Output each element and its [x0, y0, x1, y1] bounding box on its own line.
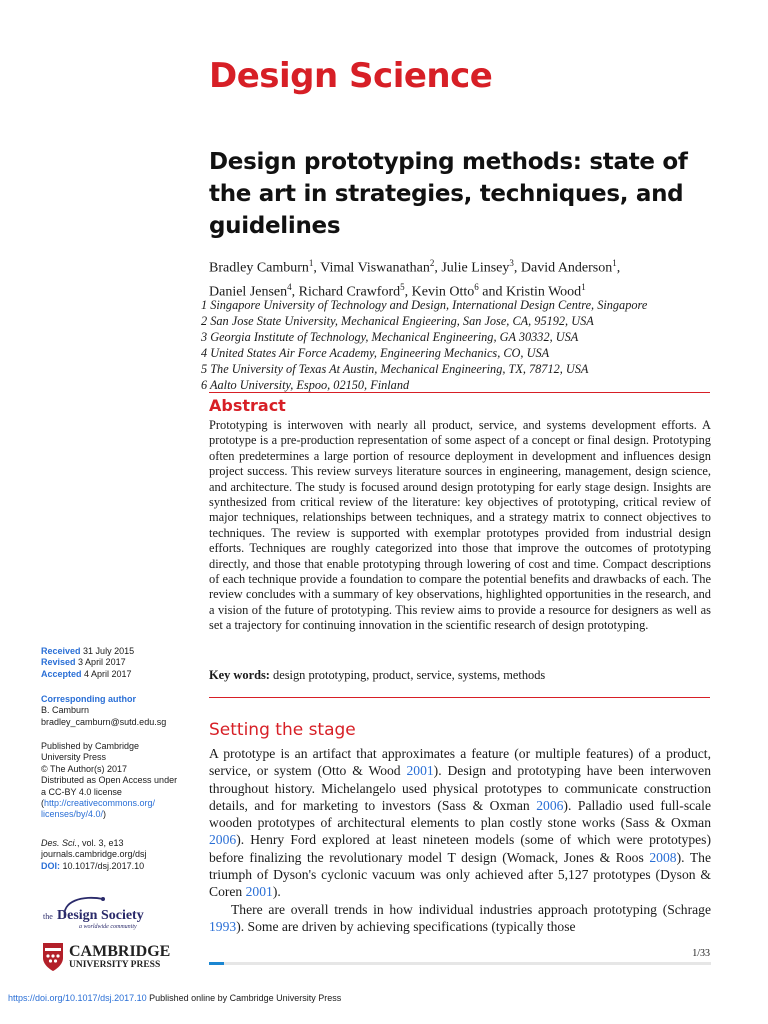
cambridge-logo[interactable]	[41, 940, 201, 974]
footer-doi-link[interactable]: https://doi.org/10.1017/dsj.2017.10	[8, 993, 147, 1003]
license-link[interactable]: http://creativecommons.org/	[44, 798, 156, 809]
revised-label: Revised	[41, 657, 76, 668]
citation-info	[41, 838, 191, 872]
publication-info	[41, 741, 191, 821]
cambridge-shield-icon	[43, 943, 63, 971]
author-name: Kevin Otto	[411, 284, 475, 300]
footer	[8, 993, 341, 1003]
corresponding-name: B. Camburn	[41, 705, 90, 716]
keywords-value: design prototyping, product, service, systems, methods	[273, 668, 546, 682]
citation-link[interactable]: 2008	[649, 849, 677, 865]
publisher-line-2: University Press	[41, 752, 107, 763]
author-affiliation-marker: 3	[509, 258, 514, 268]
author-affiliation-marker: 5	[400, 281, 405, 292]
doi-label: DOI:	[41, 860, 60, 871]
accepted-label: Accepted	[41, 668, 82, 679]
copyright: © The Author(s) 2017	[41, 763, 128, 774]
keywords-label: Key words:	[209, 668, 270, 682]
open-access-line-2: a CC-BY 4.0 license	[41, 786, 122, 797]
affiliation-item: 1 Singapore University of Technology and Design, International Design Centre, Singapore	[201, 298, 648, 312]
footer-text: Published online by Cambridge University Press	[146, 993, 342, 1003]
received-date: 31 July 2015	[83, 646, 135, 656]
revised-date: 3 April 2017	[78, 657, 126, 668]
author-name: David Anderson	[520, 260, 613, 276]
affiliation-item: 3 Georgia Institute of Technology, Mechanical Engineering, GA 30332, USA	[201, 330, 579, 344]
body-text	[209, 745, 711, 935]
author-line-1: Bradley Camburn$^1$, Vimal Viswanathan$^2$, Julie Linsey$^3$, David Anderson$^1$,	[209, 258, 621, 276]
journal-name: Design Science	[209, 56, 493, 96]
logo-name: Design Society	[57, 908, 144, 923]
author-name: Richard Crawford	[298, 284, 401, 300]
paragraph-text: There are overall trends in how individual industries approach prototyping (Schrage	[231, 901, 711, 917]
citation-link[interactable]: 1993	[209, 918, 237, 934]
divider-bottom	[209, 697, 710, 698]
accepted-date: 4 April 2017	[84, 668, 132, 679]
paragraph-text: ). Some are driven by achieving specifications (typically those	[236, 918, 576, 934]
author-affiliation-marker: 4	[287, 281, 292, 292]
affiliation-list	[201, 297, 721, 393]
citation-link[interactable]: 2006	[536, 797, 564, 813]
author-affiliation-marker: 2	[429, 258, 435, 268]
article-dates	[41, 646, 191, 680]
affiliation-item: 5 The University of Texas At Austin, Mechanical Engineering, TX, 78712, USA	[201, 362, 589, 376]
citation-link[interactable]: 2006	[209, 832, 237, 848]
corresponding-label: Corresponding author	[41, 694, 136, 704]
design-society-logo[interactable]	[41, 893, 201, 933]
page-number: 1/33	[692, 948, 710, 959]
author-name: Daniel Jensen	[209, 284, 288, 300]
received-label: Received	[41, 646, 81, 656]
citation-journal: Des. Sci.	[41, 838, 78, 848]
divider-top	[209, 392, 710, 393]
license-paren-open: (	[41, 798, 44, 809]
logo-the: the	[43, 912, 53, 921]
corresponding-email[interactable]: bradley_camburn@sutd.edu.sg	[41, 716, 167, 727]
author-affiliation-marker: 6	[474, 281, 479, 292]
journal-url[interactable]: journals.cambridge.org/dsj	[41, 849, 147, 860]
paragraph-text: ). Design and prototyping have been interwoven throughout history. Michelangelo used physical prototypes to communicate construction details, and for marketing to investors (Sass & Oxman	[209, 763, 711, 813]
affiliation-item: 6 Aalto University, Espoo, 02150, Finland	[201, 378, 410, 392]
paragraph-text: A prototype is an artifact that approximates a feature (or multiple features) of a product, service, or system (Otto & Wood	[209, 746, 711, 779]
citation-link[interactable]: 2001	[406, 763, 434, 779]
cambridge-name: CAMBRIDGE	[69, 943, 171, 960]
reading-progress-fill	[209, 962, 224, 965]
abstract-text: Prototyping is interwoven with nearly all product, service, and systems development efforts. A prototype is a pre-production representation of some aspect of a concept or final design. Prototyping often predetermines a large portion of resource deployment in development and influences design project success. This review surveys literature sources in engineering, management, design science, and architecture. The study is focused around design prototyping for early stage design. Insights are synthesized from critical review of the literature: key objectives of prototyping, critical review of major techniques, relationships between techniques, and a strategy matrix to connect objectives to techniques. The review is supported with exemplar prototypes provided from industrial design efforts. Techniques are roughly categorized into those that improve the outcomes of prototyping directly, and those that enable prototyping through lowering of cost and time. Compact descriptions of each technique provide a foundation to compare the potential benefits and drawbacks of each. The review concludes with a summary of key observations, highlighted opportunities in the research, and a vision of the future of prototyping. This review aims to provide a resource for designers as well as set a trajectory for continuing innovation in the scientific research of design prototyping.	[209, 418, 711, 633]
author-name: Julie Linsey	[441, 260, 510, 276]
logo-dot	[101, 897, 105, 901]
license-paren-close: )	[103, 809, 107, 820]
author-name: Bradley Camburn	[209, 260, 309, 276]
open-access-line-1: Distributed as Open Access under	[41, 775, 178, 786]
license-link-cont[interactable]: licenses/by/4.0/	[41, 809, 104, 820]
author-affiliation-marker: 1	[581, 281, 586, 292]
keywords	[209, 668, 711, 683]
abstract-heading: Abstract	[209, 396, 286, 415]
paragraph-text: ). Palladio used full-scale wooden prototypes of architectural elements to plan costly stone works (Sass & Oxman	[209, 797, 711, 831]
author-list	[209, 254, 709, 301]
citation-link[interactable]: 2001	[245, 884, 273, 900]
corresponding-author	[41, 694, 191, 728]
logo-tagline: a worldwide community	[79, 924, 137, 930]
affiliation-item: 4 United States Air Force Academy, Engineering Mechanics, CO, USA	[201, 346, 550, 360]
paragraph-text: ).	[272, 884, 281, 900]
author-name: Kristin Wood	[505, 284, 582, 300]
section-heading: Setting the stage	[209, 720, 356, 740]
reading-progress-track	[209, 962, 711, 965]
author-name: Vimal Viswanathan	[320, 260, 430, 276]
author-affiliation-marker: 1	[308, 258, 314, 268]
paragraph-1	[209, 745, 711, 901]
paragraph-text: ). Henry Ford explored at least nineteen models (some of which were prototypes) before finalizing the revolutionary model T design (Womack, Jones & Roos	[209, 832, 711, 865]
cambridge-subtitle: UNIVERSITY PRESS	[69, 960, 161, 970]
paragraph-text: ). The triumph of Dyson's cyclonic vacuum was only achieved after 5,127 prototypes (Dyson & Coren	[209, 849, 711, 900]
publisher-line-1: Published by Cambridge	[41, 741, 140, 751]
author-line-2: Daniel Jensen$^4$, Richard Crawford$^5$, Kevin Otto$^6$ and Kristin Wood$^1$	[209, 281, 586, 300]
author-affiliation-marker: 1	[612, 258, 617, 268]
doi-value[interactable]: 10.1017/dsj.2017.10	[62, 860, 145, 871]
paragraph-2	[209, 901, 711, 936]
article-title: Design prototyping methods: state of the art in strategies, techniques, and guidelines	[209, 149, 688, 239]
citation-volume: , vol. 3, e13	[77, 838, 124, 848]
affiliation-item: 2 San Jose State University, Mechanical Engieering, San Jose, CA, 95192, USA	[201, 314, 594, 328]
